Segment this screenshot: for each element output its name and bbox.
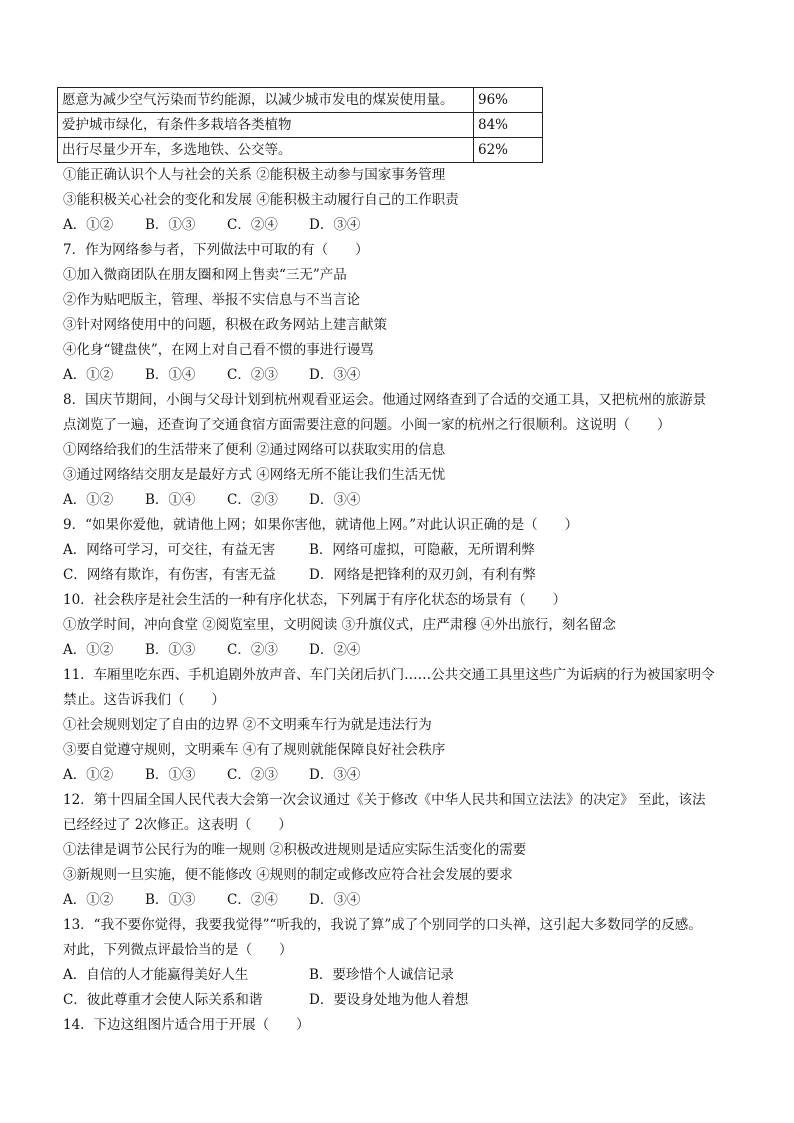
q13-options-row-2 <box>63 988 743 1013</box>
q12-statements-1: ①法律是调节公民行为的唯一规则 ②积极改进规则是适应实际生活变化的需要 <box>63 842 527 858</box>
q11-stem-1: 11．车厢里吃东西、手机追剧外放声音、车门关闭后扒门……公共交通工具里这些广为诟病的行为被国家明令 <box>63 667 715 683</box>
option-a[interactable]: A．网络可学习，可交往，有益无害 <box>63 542 276 558</box>
option-a[interactable]: A．①② <box>63 492 114 508</box>
option-a[interactable]: A．①② <box>63 367 114 383</box>
q12-stem-1: 12．第十四届全国人民代表大会第一次会议通过《关于修改《中华人民共和国立法法》的决定》 至此，该法 <box>63 792 706 808</box>
q9-stem: 9．“如果你爱他，就请他上网；如果你害他，就请他上网。”对此认识正确的是（ ） <box>63 517 579 533</box>
option-c[interactable]: C．②④ <box>227 217 278 233</box>
option-c[interactable]: C．彼此尊重才会使人际关系和谐 <box>63 992 263 1008</box>
table-cell-percent: 62% <box>474 138 543 163</box>
q10-options <box>63 638 743 663</box>
option-c[interactable]: C．②③ <box>227 642 278 658</box>
table-row <box>58 88 543 113</box>
option-b[interactable]: B．①③ <box>145 767 196 783</box>
q10-statements: ①放学时间，冲向食堂 ②阅览室里，文明阅读 ③升旗仪式，庄严肃穆 ④外出旅行，刻名留念 <box>63 617 616 633</box>
option-d[interactable]: D．网络是把锋利的双刃剑，有利有弊 <box>309 567 536 583</box>
q8-statements-1: ①网络给我们的生活带来了便利 ②通过网络可以获取实用的信息 <box>63 442 446 458</box>
q14-stem: 14．下边这组图片适合用于开展（ ） <box>63 1017 310 1033</box>
q7-stem: 7．作为网络参与者，下列做法中可取的有（ ） <box>63 242 369 258</box>
option-d[interactable]: D．③④ <box>309 492 361 508</box>
option-b[interactable]: B．①④ <box>145 492 196 508</box>
option-c[interactable]: C．②③ <box>227 367 278 383</box>
q8-stem-2: 点浏览了一遍，还查询了交通食宿方面需要注意的问题。小闽一家的杭州之行很顺利。这说明（ ） <box>63 417 671 433</box>
q7-statement-3: ③针对网络使用中的问题，积极在政务网站上建言献策 <box>63 317 387 333</box>
option-d[interactable]: D．要设身处地为他人着想 <box>309 992 469 1008</box>
q13-stem-1: 13．“我不要你觉得，我要我觉得”“听我的，我说了算”成了个别同学的口头禅，这引起大多数同学的反感。 <box>63 917 702 933</box>
survey-table <box>57 87 543 163</box>
table-row <box>58 113 543 138</box>
q9-options-row-2 <box>63 563 743 588</box>
exam-page <box>63 87 743 1038</box>
option-d[interactable]: D．③④ <box>309 367 361 383</box>
q13-options-row-1 <box>63 963 743 988</box>
option-b[interactable]: B．网络可虚拟，可隐蔽，无所谓利弊 <box>309 542 535 558</box>
table-row <box>58 138 543 163</box>
option-b[interactable]: B．要珍惜个人诚信记录 <box>309 967 454 983</box>
option-c[interactable]: C．②③ <box>227 492 278 508</box>
option-d[interactable]: D．②④ <box>309 642 361 658</box>
option-c[interactable]: C．②③ <box>227 767 278 783</box>
q7-options <box>63 363 743 388</box>
table-cell-percent: 96% <box>474 88 543 113</box>
option-b[interactable]: B．①③ <box>145 642 196 658</box>
q12-stem-2: 已经经过了 2次修正。这表明（ ） <box>63 817 292 833</box>
option-c[interactable]: C．②④ <box>227 892 278 908</box>
option-d[interactable]: D．③④ <box>309 767 361 783</box>
q13-stem-2: 对此，下列微点评最恰当的是（ ） <box>63 942 293 958</box>
option-a[interactable]: A．①② <box>63 892 114 908</box>
q12-options <box>63 888 743 913</box>
table-cell-item: 出行尽量少开车，多选地铁、公交等。 <box>58 138 474 163</box>
q8-statements-2: ③通过网络结交朋友是最好方式 ④网络无所不能让我们生活无忧 <box>63 467 446 483</box>
q6-statements-1: ①能正确认识个人与社会的关系 ②能积极主动参与国家事务管理 <box>63 167 446 183</box>
q7-statement-2: ②作为贴吧版主，管理、举报不实信息与不当言论 <box>63 292 360 308</box>
option-c[interactable]: C．网络有欺诈，有伤害，有害无益 <box>63 567 276 583</box>
option-b[interactable]: B．①④ <box>145 367 196 383</box>
q9-options-row-1 <box>63 538 743 563</box>
q10-stem: 10．社会秩序是社会生活的一种有序化状态，下列属于有序化状态的场景有（ ） <box>63 592 567 608</box>
option-b[interactable]: B．①③ <box>145 217 196 233</box>
q11-statements-2: ③要自觉遵守规则，文明乘车 ④有了规则就能保障良好社会秩序 <box>63 742 446 758</box>
table-cell-item: 愿意为减少空气污染而节约能源，以减少城市发电的煤炭使用量。 <box>58 88 474 113</box>
table-cell-item: 爱护城市绿化，有条件多栽培各类植物 <box>58 113 474 138</box>
q11-statements-1: ①社会规则划定了自由的边界 ②不文明乘车行为就是违法行为 <box>63 717 432 733</box>
option-a[interactable]: A．①② <box>63 642 114 658</box>
table-cell-percent: 84% <box>474 113 543 138</box>
q12-statements-2: ③新规则一旦实施，便不能修改 ④规则的制定或修改应符合社会发展的要求 <box>63 867 513 883</box>
q7-statement-4: ④化身“键盘侠”，在网上对自己看不惯的事进行谩骂 <box>63 342 374 358</box>
q8-stem-1: 8．国庆节期间，小闽与父母计划到杭州观看亚运会。他通过网络查到了合适的交通工具，又把杭州的旅游景 <box>63 392 707 408</box>
option-d[interactable]: D．③④ <box>309 217 361 233</box>
q11-options <box>63 763 743 788</box>
q6-options <box>63 213 743 238</box>
option-a[interactable]: A．①② <box>63 217 114 233</box>
option-d[interactable]: D．③④ <box>309 892 361 908</box>
option-a[interactable]: A．①② <box>63 767 114 783</box>
option-a[interactable]: A．自信的人才能赢得美好人生 <box>63 967 249 983</box>
q6-statements-2: ③能积极关心社会的变化和发展 ④能积极主动履行自己的工作职责 <box>63 192 459 208</box>
option-b[interactable]: B．①③ <box>145 892 196 908</box>
q8-options <box>63 488 743 513</box>
q11-stem-2: 禁止。这告诉我们（ ） <box>63 692 225 708</box>
q7-statement-1: ①加入微商团队在朋友圈和网上售卖“三无”产品 <box>63 267 347 283</box>
